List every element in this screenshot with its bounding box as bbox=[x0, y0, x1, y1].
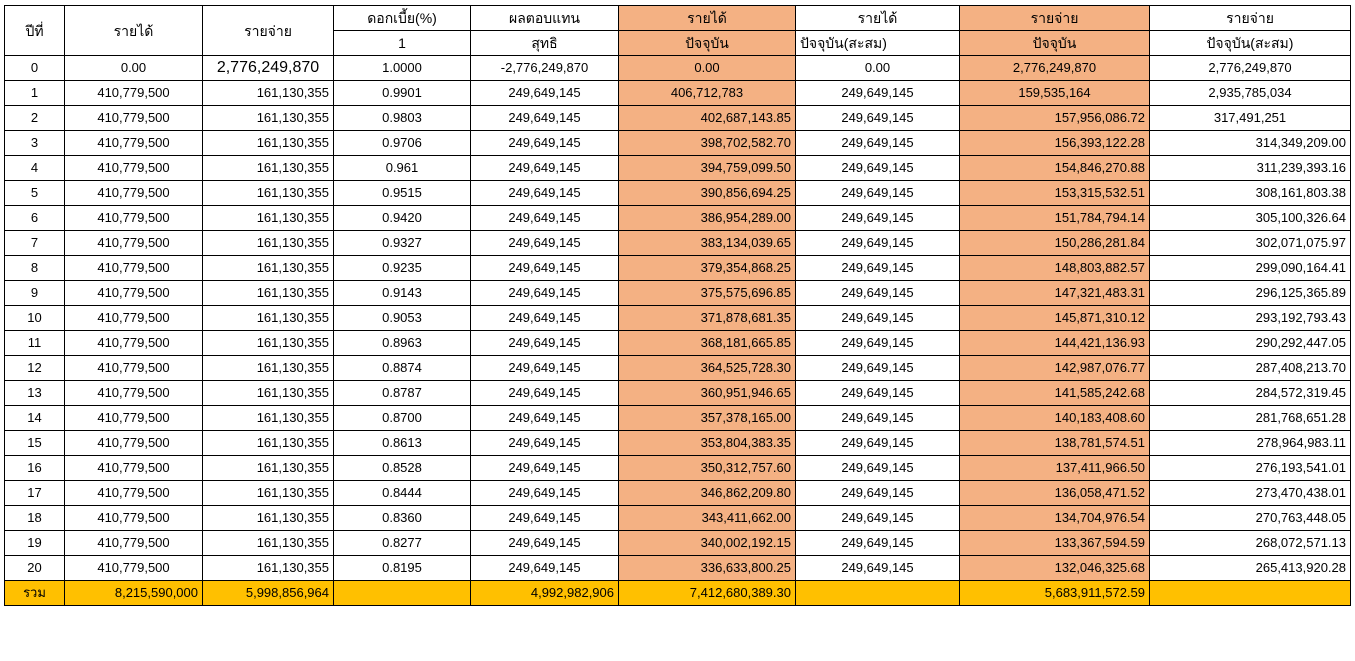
cell-income[interactable]: 410,779,500 bbox=[65, 406, 203, 431]
cell-pv-income[interactable]: 394,759,099.50 bbox=[619, 156, 796, 181]
total-row bbox=[5, 581, 1351, 606]
cell-pv-income-cum[interactable]: 249,649,145 bbox=[796, 456, 960, 481]
cell-year[interactable]: 12 bbox=[5, 356, 65, 381]
cell-pv-expense-cum[interactable]: 293,192,793.43 bbox=[1150, 306, 1351, 331]
cell-pv-expense-cum[interactable]: 270,763,448.05 bbox=[1150, 506, 1351, 531]
cell-pv-expense-cum[interactable]: 2,935,785,034 bbox=[1150, 81, 1351, 106]
cell-expense[interactable]: 161,130,355 bbox=[203, 331, 334, 356]
cell-expense[interactable]: 161,130,355 bbox=[203, 81, 334, 106]
cell-income[interactable]: 410,779,500 bbox=[65, 456, 203, 481]
total-expense[interactable]: 5,998,856,964 bbox=[203, 581, 334, 606]
cell-pv-income-cum[interactable]: 0.00 bbox=[796, 56, 960, 81]
cell-pv-expense[interactable]: 142,987,076.77 bbox=[960, 356, 1150, 381]
cell-pv-income[interactable]: 398,702,582.70 bbox=[619, 131, 796, 156]
cell-expense[interactable]: 161,130,355 bbox=[203, 131, 334, 156]
header-pv-expense-sub[interactable]: ปัจจุบัน bbox=[960, 31, 1150, 56]
cell-income[interactable]: 410,779,500 bbox=[65, 306, 203, 331]
cell-expense[interactable]: 161,130,355 bbox=[203, 256, 334, 281]
cell-pv-expense-cum[interactable]: 308,161,803.38 bbox=[1150, 181, 1351, 206]
cell-income[interactable]: 410,779,500 bbox=[65, 281, 203, 306]
cell-income[interactable]: 410,779,500 bbox=[65, 331, 203, 356]
cell-net[interactable]: 249,649,145 bbox=[471, 356, 619, 381]
cell-pv-expense-cum[interactable]: 268,072,571.13 bbox=[1150, 531, 1351, 556]
cell-year[interactable]: 2 bbox=[5, 106, 65, 131]
cell-income[interactable]: 410,779,500 bbox=[65, 81, 203, 106]
cell-expense[interactable]: 161,130,355 bbox=[203, 406, 334, 431]
table-row bbox=[5, 281, 1351, 306]
cell-pv-income[interactable]: 340,002,192.15 bbox=[619, 531, 796, 556]
cell-pv-expense[interactable]: 150,286,281.84 bbox=[960, 231, 1150, 256]
cell-rate[interactable]: 0.8874 bbox=[334, 356, 471, 381]
cell-pv-income-cum[interactable]: 249,649,145 bbox=[796, 206, 960, 231]
header-pv-income-cum[interactable]: รายได้ bbox=[796, 6, 960, 31]
cell-net[interactable]: 249,649,145 bbox=[471, 231, 619, 256]
header-rate-value[interactable]: 1 bbox=[334, 31, 471, 56]
header-year[interactable]: ปีที่ bbox=[5, 6, 65, 56]
cell-income[interactable]: 410,779,500 bbox=[65, 181, 203, 206]
cell-year[interactable]: 9 bbox=[5, 281, 65, 306]
cell-pv-income-cum[interactable]: 249,649,145 bbox=[796, 556, 960, 581]
cell-pv-income[interactable]: 368,181,665.85 bbox=[619, 331, 796, 356]
cell-net[interactable]: 249,649,145 bbox=[471, 131, 619, 156]
table-row bbox=[5, 506, 1351, 531]
cell-income[interactable]: 410,779,500 bbox=[65, 381, 203, 406]
cell-pv-expense-cum[interactable]: 290,292,447.05 bbox=[1150, 331, 1351, 356]
cell-pv-income[interactable]: 0.00 bbox=[619, 56, 796, 81]
cell-pv-expense[interactable]: 151,784,794.14 bbox=[960, 206, 1150, 231]
header-row-top bbox=[5, 6, 1351, 31]
cell-year[interactable]: 1 bbox=[5, 81, 65, 106]
cell-year[interactable]: 13 bbox=[5, 381, 65, 406]
cell-pv-income[interactable]: 357,378,165.00 bbox=[619, 406, 796, 431]
cell-pv-expense[interactable]: 140,183,408.60 bbox=[960, 406, 1150, 431]
cell-pv-income-cum[interactable]: 249,649,145 bbox=[796, 406, 960, 431]
cell-year[interactable]: 17 bbox=[5, 481, 65, 506]
table-row bbox=[5, 531, 1351, 556]
cell-rate[interactable]: 0.9143 bbox=[334, 281, 471, 306]
cell-year[interactable]: 7 bbox=[5, 231, 65, 256]
cell-pv-expense[interactable]: 132,046,325.68 bbox=[960, 556, 1150, 581]
table-row bbox=[5, 156, 1351, 181]
table-row bbox=[5, 456, 1351, 481]
header-net-sub[interactable]: สุทธิ bbox=[471, 31, 619, 56]
cell-pv-expense-cum[interactable]: 273,470,438.01 bbox=[1150, 481, 1351, 506]
cell-pv-expense[interactable]: 154,846,270.88 bbox=[960, 156, 1150, 181]
table-row bbox=[5, 206, 1351, 231]
cell-year[interactable]: 5 bbox=[5, 181, 65, 206]
cell-expense[interactable]: 161,130,355 bbox=[203, 231, 334, 256]
cell-income[interactable]: 410,779,500 bbox=[65, 131, 203, 156]
cell-pv-income-cum[interactable]: 249,649,145 bbox=[796, 506, 960, 531]
cell-pv-income[interactable]: 386,954,289.00 bbox=[619, 206, 796, 231]
cell-net[interactable]: 249,649,145 bbox=[471, 331, 619, 356]
table-row bbox=[5, 231, 1351, 256]
header-income[interactable]: รายได้ bbox=[65, 6, 203, 56]
cell-income[interactable]: 410,779,500 bbox=[65, 431, 203, 456]
present-value-table bbox=[4, 5, 1351, 606]
cell-rate[interactable]: 0.8277 bbox=[334, 531, 471, 556]
cell-expense[interactable]: 161,130,355 bbox=[203, 206, 334, 231]
cell-rate[interactable]: 0.9235 bbox=[334, 256, 471, 281]
total-income[interactable]: 8,215,590,000 bbox=[65, 581, 203, 606]
cell-pv-income-cum[interactable]: 249,649,145 bbox=[796, 181, 960, 206]
cell-pv-expense[interactable]: 148,803,882.57 bbox=[960, 256, 1150, 281]
cell-rate[interactable]: 0.8700 bbox=[334, 406, 471, 431]
cell-income[interactable]: 410,779,500 bbox=[65, 531, 203, 556]
total-rate[interactable] bbox=[334, 581, 471, 606]
cell-pv-expense[interactable]: 141,585,242.68 bbox=[960, 381, 1150, 406]
table-row bbox=[5, 406, 1351, 431]
table-row bbox=[5, 481, 1351, 506]
cell-year[interactable]: 3 bbox=[5, 131, 65, 156]
cell-net[interactable]: 249,649,145 bbox=[471, 406, 619, 431]
cell-net[interactable]: 249,649,145 bbox=[471, 506, 619, 531]
cell-pv-expense[interactable]: 136,058,471.52 bbox=[960, 481, 1150, 506]
cell-expense[interactable]: 161,130,355 bbox=[203, 381, 334, 406]
header-pv-expense-cum[interactable]: รายจ่าย bbox=[1150, 6, 1351, 31]
cell-rate[interactable]: 0.961 bbox=[334, 156, 471, 181]
cell-pv-expense[interactable]: 153,315,532.51 bbox=[960, 181, 1150, 206]
cell-rate[interactable]: 0.8613 bbox=[334, 431, 471, 456]
cell-rate[interactable]: 0.8963 bbox=[334, 331, 471, 356]
table-row bbox=[5, 106, 1351, 131]
cell-year[interactable]: 19 bbox=[5, 531, 65, 556]
header-net[interactable]: ผลตอบแทน bbox=[471, 6, 619, 31]
cell-expense[interactable]: 161,130,355 bbox=[203, 481, 334, 506]
cell-pv-expense-cum[interactable]: 311,239,393.16 bbox=[1150, 156, 1351, 181]
cell-rate[interactable]: 0.8360 bbox=[334, 506, 471, 531]
cell-pv-income[interactable]: 406,712,783 bbox=[619, 81, 796, 106]
cell-year[interactable]: 18 bbox=[5, 506, 65, 531]
cell-pv-income-cum[interactable]: 249,649,145 bbox=[796, 356, 960, 381]
cell-expense[interactable]: 161,130,355 bbox=[203, 456, 334, 481]
cell-pv-expense[interactable]: 159,535,164 bbox=[960, 81, 1150, 106]
cell-income[interactable]: 410,779,500 bbox=[65, 106, 203, 131]
cell-net[interactable]: 249,649,145 bbox=[471, 81, 619, 106]
cell-year[interactable]: 4 bbox=[5, 156, 65, 181]
cell-rate[interactable]: 0.9327 bbox=[334, 231, 471, 256]
cell-year[interactable]: 15 bbox=[5, 431, 65, 456]
cell-pv-expense[interactable]: 144,421,136.93 bbox=[960, 331, 1150, 356]
cell-income[interactable]: 410,779,500 bbox=[65, 156, 203, 181]
cell-net[interactable]: 249,649,145 bbox=[471, 531, 619, 556]
cell-pv-expense-cum[interactable]: 299,090,164.41 bbox=[1150, 256, 1351, 281]
cell-pv-expense-cum[interactable]: 276,193,541.01 bbox=[1150, 456, 1351, 481]
header-pv-expense[interactable]: รายจ่าย bbox=[960, 6, 1150, 31]
cell-net[interactable]: 249,649,145 bbox=[471, 306, 619, 331]
cell-expense[interactable]: 2,776,249,870 bbox=[203, 56, 334, 81]
table-row bbox=[5, 256, 1351, 281]
cell-pv-expense-cum[interactable]: 284,572,319.45 bbox=[1150, 381, 1351, 406]
table-row bbox=[5, 556, 1351, 581]
cell-expense[interactable]: 161,130,355 bbox=[203, 556, 334, 581]
cell-net[interactable]: 249,649,145 bbox=[471, 431, 619, 456]
cell-rate[interactable]: 0.9053 bbox=[334, 306, 471, 331]
table-row bbox=[5, 356, 1351, 381]
total-pv-expense[interactable]: 5,683,911,572.59 bbox=[960, 581, 1150, 606]
cell-pv-expense-cum[interactable]: 296,125,365.89 bbox=[1150, 281, 1351, 306]
cell-pv-expense-cum[interactable]: 302,071,075.97 bbox=[1150, 231, 1351, 256]
cell-rate[interactable]: 0.8787 bbox=[334, 381, 471, 406]
cell-rate[interactable]: 0.9803 bbox=[334, 106, 471, 131]
total-net[interactable]: 4,992,982,906 bbox=[471, 581, 619, 606]
cell-net[interactable]: 249,649,145 bbox=[471, 256, 619, 281]
cell-rate[interactable]: 0.9706 bbox=[334, 131, 471, 156]
cell-expense[interactable]: 161,130,355 bbox=[203, 306, 334, 331]
cell-net[interactable]: -2,776,249,870 bbox=[471, 56, 619, 81]
cell-rate[interactable]: 0.8195 bbox=[334, 556, 471, 581]
cell-pv-income[interactable]: 336,633,800.25 bbox=[619, 556, 796, 581]
table-row bbox=[5, 331, 1351, 356]
cell-pv-income[interactable]: 343,411,662.00 bbox=[619, 506, 796, 531]
cell-pv-income-cum[interactable]: 249,649,145 bbox=[796, 331, 960, 356]
cell-pv-income[interactable]: 353,804,383.35 bbox=[619, 431, 796, 456]
cell-pv-expense-cum[interactable]: 281,768,651.28 bbox=[1150, 406, 1351, 431]
cell-income[interactable]: 410,779,500 bbox=[65, 231, 203, 256]
cell-pv-expense[interactable]: 157,956,086.72 bbox=[960, 106, 1150, 131]
cell-pv-income-cum[interactable]: 249,649,145 bbox=[796, 256, 960, 281]
total-label[interactable]: รวม bbox=[5, 581, 65, 606]
cell-rate[interactable]: 0.8444 bbox=[334, 481, 471, 506]
cell-pv-income-cum[interactable]: 249,649,145 bbox=[796, 231, 960, 256]
table-row bbox=[5, 81, 1351, 106]
cell-expense[interactable]: 161,130,355 bbox=[203, 506, 334, 531]
cell-net[interactable]: 249,649,145 bbox=[471, 206, 619, 231]
cell-pv-income-cum[interactable]: 249,649,145 bbox=[796, 156, 960, 181]
cell-pv-income[interactable]: 383,134,039.65 bbox=[619, 231, 796, 256]
cell-income[interactable]: 410,779,500 bbox=[65, 206, 203, 231]
cell-pv-income-cum[interactable]: 249,649,145 bbox=[796, 431, 960, 456]
cell-pv-expense-cum[interactable]: 317,491,251 bbox=[1150, 106, 1351, 131]
cell-pv-income-cum[interactable]: 249,649,145 bbox=[796, 281, 960, 306]
cell-year[interactable]: 14 bbox=[5, 406, 65, 431]
cell-expense[interactable]: 161,130,355 bbox=[203, 356, 334, 381]
header-rate[interactable]: ดอกเบี้ย(%) bbox=[334, 6, 471, 31]
table-row bbox=[5, 181, 1351, 206]
cell-pv-income[interactable]: 346,862,209.80 bbox=[619, 481, 796, 506]
total-pv-expense-cum[interactable] bbox=[1150, 581, 1351, 606]
cell-net[interactable]: 249,649,145 bbox=[471, 281, 619, 306]
cell-pv-income-cum[interactable]: 249,649,145 bbox=[796, 481, 960, 506]
cell-pv-income[interactable]: 350,312,757.60 bbox=[619, 456, 796, 481]
total-pv-income[interactable]: 7,412,680,389.30 bbox=[619, 581, 796, 606]
cell-pv-expense-cum[interactable]: 287,408,213.70 bbox=[1150, 356, 1351, 381]
cell-year[interactable]: 16 bbox=[5, 456, 65, 481]
cell-expense[interactable]: 161,130,355 bbox=[203, 281, 334, 306]
header-pv-income-sub[interactable]: ปัจจุบัน bbox=[619, 31, 796, 56]
cell-rate[interactable]: 0.9901 bbox=[334, 81, 471, 106]
cell-year[interactable]: 0 bbox=[5, 56, 65, 81]
cell-pv-expense[interactable]: 147,321,483.31 bbox=[960, 281, 1150, 306]
cell-pv-expense-cum[interactable]: 265,413,920.28 bbox=[1150, 556, 1351, 581]
header-pv-income[interactable]: รายได้ bbox=[619, 6, 796, 31]
cell-pv-income[interactable]: 360,951,946.65 bbox=[619, 381, 796, 406]
cell-pv-income-cum[interactable]: 249,649,145 bbox=[796, 106, 960, 131]
cell-year[interactable]: 10 bbox=[5, 306, 65, 331]
cell-pv-income-cum[interactable]: 249,649,145 bbox=[796, 131, 960, 156]
cell-year[interactable]: 11 bbox=[5, 331, 65, 356]
cell-pv-income-cum[interactable]: 249,649,145 bbox=[796, 531, 960, 556]
cell-year[interactable]: 20 bbox=[5, 556, 65, 581]
cell-income[interactable]: 410,779,500 bbox=[65, 481, 203, 506]
cell-pv-income[interactable]: 375,575,696.85 bbox=[619, 281, 796, 306]
cell-pv-income-cum[interactable]: 249,649,145 bbox=[796, 81, 960, 106]
cell-net[interactable]: 249,649,145 bbox=[471, 181, 619, 206]
table-row bbox=[5, 381, 1351, 406]
table-row bbox=[5, 431, 1351, 456]
cell-pv-expense[interactable]: 156,393,122.28 bbox=[960, 131, 1150, 156]
total-pv-income-cum[interactable] bbox=[796, 581, 960, 606]
cell-income[interactable]: 0.00 bbox=[65, 56, 203, 81]
cell-pv-income[interactable]: 402,687,143.85 bbox=[619, 106, 796, 131]
cell-pv-expense[interactable]: 134,704,976.54 bbox=[960, 506, 1150, 531]
table-row bbox=[5, 131, 1351, 156]
cell-pv-income[interactable]: 379,354,868.25 bbox=[619, 256, 796, 281]
cell-rate[interactable]: 1.0000 bbox=[334, 56, 471, 81]
cell-pv-expense[interactable]: 133,367,594.59 bbox=[960, 531, 1150, 556]
cell-expense[interactable]: 161,130,355 bbox=[203, 181, 334, 206]
cell-net[interactable]: 249,649,145 bbox=[471, 556, 619, 581]
cell-pv-expense-cum[interactable]: 278,964,983.11 bbox=[1150, 431, 1351, 456]
cell-income[interactable]: 410,779,500 bbox=[65, 356, 203, 381]
cell-pv-expense[interactable]: 137,411,966.50 bbox=[960, 456, 1150, 481]
cell-net[interactable]: 249,649,145 bbox=[471, 381, 619, 406]
header-pv-income-cum-sub[interactable]: ปัจจุบัน(สะสม) bbox=[796, 31, 960, 56]
cell-pv-income-cum[interactable]: 249,649,145 bbox=[796, 381, 960, 406]
cell-pv-income-cum[interactable]: 249,649,145 bbox=[796, 306, 960, 331]
header-pv-expense-cum-sub[interactable]: ปัจจุบัน(สะสม) bbox=[1150, 31, 1351, 56]
cell-expense[interactable]: 161,130,355 bbox=[203, 431, 334, 456]
cell-pv-expense[interactable]: 145,871,310.12 bbox=[960, 306, 1150, 331]
cell-income[interactable]: 410,779,500 bbox=[65, 556, 203, 581]
cell-pv-income[interactable]: 364,525,728.30 bbox=[619, 356, 796, 381]
cell-expense[interactable]: 161,130,355 bbox=[203, 156, 334, 181]
cell-net[interactable]: 249,649,145 bbox=[471, 156, 619, 181]
cell-rate[interactable]: 0.8528 bbox=[334, 456, 471, 481]
table-row bbox=[5, 306, 1351, 331]
cell-rate[interactable]: 0.9420 bbox=[334, 206, 471, 231]
cell-income[interactable]: 410,779,500 bbox=[65, 506, 203, 531]
header-expense[interactable]: รายจ่าย bbox=[203, 6, 334, 56]
cell-pv-expense[interactable]: 2,776,249,870 bbox=[960, 56, 1150, 81]
cell-expense[interactable]: 161,130,355 bbox=[203, 106, 334, 131]
cell-year[interactable]: 8 bbox=[5, 256, 65, 281]
cell-net[interactable]: 249,649,145 bbox=[471, 456, 619, 481]
cell-pv-income[interactable]: 371,878,681.35 bbox=[619, 306, 796, 331]
cell-pv-expense-cum[interactable]: 314,349,209.00 bbox=[1150, 131, 1351, 156]
cell-pv-expense[interactable]: 138,781,574.51 bbox=[960, 431, 1150, 456]
table-row bbox=[5, 56, 1351, 81]
cell-rate[interactable]: 0.9515 bbox=[334, 181, 471, 206]
cell-year[interactable]: 6 bbox=[5, 206, 65, 231]
cell-net[interactable]: 249,649,145 bbox=[471, 106, 619, 131]
cell-pv-income[interactable]: 390,856,694.25 bbox=[619, 181, 796, 206]
cell-net[interactable]: 249,649,145 bbox=[471, 481, 619, 506]
cell-pv-expense-cum[interactable]: 305,100,326.64 bbox=[1150, 206, 1351, 231]
cell-pv-expense-cum[interactable]: 2,776,249,870 bbox=[1150, 56, 1351, 81]
cell-expense[interactable]: 161,130,355 bbox=[203, 531, 334, 556]
cell-income[interactable]: 410,779,500 bbox=[65, 256, 203, 281]
